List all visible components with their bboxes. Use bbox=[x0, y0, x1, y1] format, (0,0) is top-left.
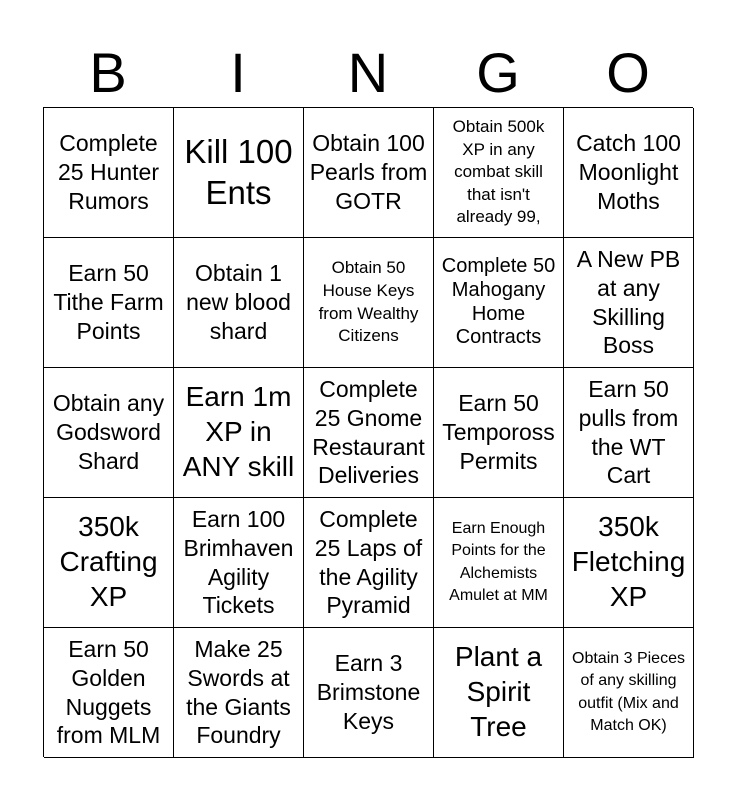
cell-label: Obtain 500k XP in any combat skill that isn't already 99, bbox=[452, 116, 545, 227]
cell-label: Complete 25 Gnome Restaurant Deliveries bbox=[312, 376, 425, 489]
cell-label: Catch 100 Moonlight Moths bbox=[576, 130, 681, 214]
cell-label: Kill 100 Ents bbox=[184, 132, 293, 211]
cell-label: Make 25 Swords at the Giants Foundry bbox=[186, 636, 291, 749]
bingo-cell-b3[interactable] bbox=[44, 368, 174, 498]
bingo-header bbox=[43, 38, 693, 108]
bingo-cell-o1[interactable] bbox=[564, 108, 694, 238]
bingo-cell-o5[interactable] bbox=[564, 628, 694, 758]
cell-label: Plant a Spirit Tree bbox=[454, 641, 543, 742]
header-letter-g: G bbox=[476, 41, 520, 104]
cell-label: Complete 50 Mahogany Home Contracts bbox=[441, 255, 556, 349]
cell-label: Earn 50 Tithe Farm Points bbox=[53, 260, 164, 344]
cell-label: Complete 25 Hunter Rumors bbox=[57, 130, 159, 214]
bingo-cell-g5[interactable] bbox=[434, 628, 564, 758]
bingo-cell-n4[interactable] bbox=[304, 498, 434, 628]
bingo-cell-o3[interactable] bbox=[564, 368, 694, 498]
cell-label: Obtain any Godsword Shard bbox=[52, 390, 165, 474]
bingo-cell-o2[interactable] bbox=[564, 238, 694, 368]
cell-label: Earn 50 Golden Nuggets from MLM bbox=[56, 636, 161, 749]
bingo-cell-b5[interactable] bbox=[44, 628, 174, 758]
cell-label: Earn 50 pulls from the WT Cart bbox=[578, 376, 679, 489]
cell-label: A New PB at any Skilling Boss bbox=[576, 246, 681, 359]
bingo-cell-i3[interactable] bbox=[174, 368, 304, 498]
bingo-cell-n2[interactable] bbox=[304, 238, 434, 368]
bingo-cell-n1[interactable] bbox=[304, 108, 434, 238]
bingo-cell-n3[interactable] bbox=[304, 368, 434, 498]
bingo-cell-i1[interactable] bbox=[174, 108, 304, 238]
cell-label: Obtain 1 new blood shard bbox=[186, 260, 291, 344]
cell-label: 350k Fletching XP bbox=[571, 511, 686, 612]
bingo-cell-i5[interactable] bbox=[174, 628, 304, 758]
cell-label: Obtain 3 Pieces of any skilling outfit (Mix and Match OK) bbox=[572, 650, 685, 734]
bingo-cell-b2[interactable] bbox=[44, 238, 174, 368]
bingo-cell-g3[interactable] bbox=[434, 368, 564, 498]
bingo-cell-i2[interactable] bbox=[174, 238, 304, 368]
bingo-cell-g1[interactable] bbox=[434, 108, 564, 238]
cell-label: Earn 3 Brimstone Keys bbox=[316, 650, 421, 734]
cell-label: Earn 100 Brimhaven Agility Tickets bbox=[183, 506, 294, 619]
bingo-cell-g4[interactable] bbox=[434, 498, 564, 628]
cell-label: Obtain 50 House Keys from Wealthy Citizens bbox=[318, 258, 419, 346]
cell-label: 350k Crafting XP bbox=[59, 511, 158, 612]
cell-label: Earn 1m XP in ANY skill bbox=[182, 381, 295, 482]
bingo-cell-g2[interactable] bbox=[434, 238, 564, 368]
header-letter-n: N bbox=[347, 41, 389, 104]
bingo-board bbox=[43, 107, 693, 757]
bingo-cell-b4[interactable] bbox=[44, 498, 174, 628]
bingo-cell-b1[interactable] bbox=[44, 108, 174, 238]
bingo-cell-n5[interactable] bbox=[304, 628, 434, 758]
header-letter-i: I bbox=[230, 41, 246, 104]
cell-label: Earn 50 Tempoross Permits bbox=[442, 390, 555, 474]
bingo-cell-o4[interactable] bbox=[564, 498, 694, 628]
bingo-cell-i4[interactable] bbox=[174, 498, 304, 628]
header-letter-o: O bbox=[606, 41, 650, 104]
cell-label: Obtain 100 Pearls from GOTR bbox=[309, 130, 428, 214]
cell-label: Complete 25 Laps of the Agility Pyramid bbox=[314, 506, 423, 619]
cell-label: Earn Enough Points for the Alchemists Amulet at MM bbox=[449, 520, 548, 604]
header-letter-b: B bbox=[89, 41, 127, 104]
